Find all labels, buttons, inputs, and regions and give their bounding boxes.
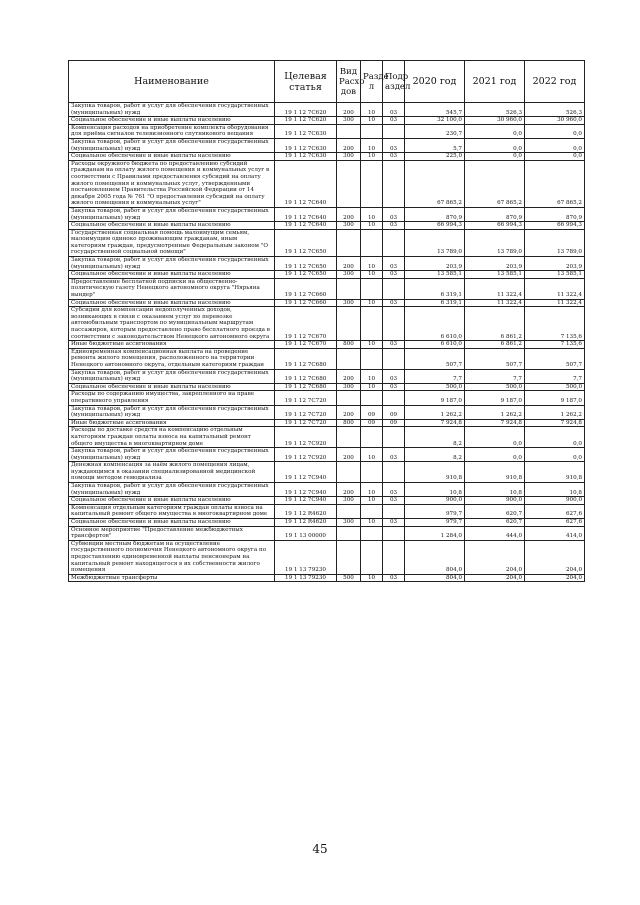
cell-subsection: 03 — [383, 117, 405, 125]
cell-name: Закупка товаров, работ и услуг для обеспечения государственных (муниципальных) нужд — [69, 257, 275, 271]
table-row — [69, 427, 585, 448]
cell-2022: 7 135,6 — [525, 307, 585, 341]
cell-subsection: 03 — [383, 497, 405, 505]
cell-expense-type: 300 — [337, 222, 361, 230]
header-subsection: Подр аздел — [383, 61, 405, 103]
cell-target: 19 1 12 7С640 — [275, 160, 337, 207]
cell-2021: 30 960,0 — [465, 117, 525, 125]
cell-name: Межбюджетные трансферты — [69, 574, 275, 582]
cell-expense-type: 300 — [337, 383, 361, 391]
cell-name: Единовременная компенсационная выплата на проведение ремонта жилого помещения, расположенного на территории Ненецкого автономного округа, отдельным категориям граждан — [69, 348, 275, 369]
cell-section: 10 — [361, 222, 383, 230]
header-target: Целевая статья — [275, 61, 337, 103]
table-row — [69, 207, 585, 221]
cell-2021: 620,7 — [465, 519, 525, 527]
cell-2020: 66 994,3 — [405, 222, 465, 230]
table-row — [69, 462, 585, 483]
cell-subsection: 03 — [383, 207, 405, 221]
cell-2021: 7 924,8 — [465, 419, 525, 427]
cell-2022: 0,0 — [525, 153, 585, 161]
cell-2020: 870,9 — [405, 207, 465, 221]
cell-2020: 910,8 — [405, 462, 465, 483]
cell-section — [361, 160, 383, 207]
cell-2020: 1 284,0 — [405, 526, 465, 540]
cell-2020: 507,7 — [405, 348, 465, 369]
cell-expense-type — [337, 160, 361, 207]
cell-subsection — [383, 124, 405, 138]
cell-subsection: 03 — [383, 483, 405, 497]
cell-2022: 10,8 — [525, 483, 585, 497]
cell-2022: 870,9 — [525, 207, 585, 221]
cell-2020: 804,0 — [405, 574, 465, 582]
cell-name: Компенсация отдельным категориям граждан оплаты взноса на капитальный ремонт общего имущества в многоквартирном доме — [69, 504, 275, 518]
cell-target: 19 1 12 7С720 — [275, 405, 337, 419]
cell-2022: 66 994,3 — [525, 222, 585, 230]
cell-2022: 13 585,1 — [525, 271, 585, 279]
cell-2022: 507,7 — [525, 348, 585, 369]
cell-expense-type: 800 — [337, 419, 361, 427]
cell-section — [361, 278, 383, 299]
cell-subsection: 03 — [383, 574, 405, 582]
cell-name: Социальное обеспечение и иные выплаты населению — [69, 117, 275, 125]
cell-2022: 11 322,4 — [525, 299, 585, 307]
cell-section — [361, 124, 383, 138]
cell-target: 19 1 12 7С680 — [275, 369, 337, 383]
cell-2021: 6 861,2 — [465, 341, 525, 349]
cell-2021: 507,7 — [465, 348, 525, 369]
cell-2020: 545,7 — [405, 103, 465, 117]
table-row — [69, 383, 585, 391]
cell-expense-type: 500 — [337, 574, 361, 582]
cell-section: 10 — [361, 207, 383, 221]
cell-target: 19 1 12 7С680 — [275, 348, 337, 369]
table-row — [69, 299, 585, 307]
cell-expense-type: 200 — [337, 483, 361, 497]
cell-2020: 979,7 — [405, 519, 465, 527]
cell-2020: 6 610,0 — [405, 307, 465, 341]
cell-name: Закупка товаров, работ и услуг для обеспечения государственных (муниципальных) нужд — [69, 405, 275, 419]
cell-subsection: 03 — [383, 341, 405, 349]
cell-section: 10 — [361, 257, 383, 271]
cell-expense-type — [337, 504, 361, 518]
cell-section: 10 — [361, 519, 383, 527]
cell-2022: 11 322,4 — [525, 278, 585, 299]
cell-2021: 1 262,2 — [465, 405, 525, 419]
cell-name: Денежная компенсация за наём жилого помещения лицам, нуждающимся в оказании специализированной медицинской помощи методом гемодиализа — [69, 462, 275, 483]
cell-expense-type — [337, 427, 361, 448]
table-row — [69, 278, 585, 299]
cell-section — [361, 229, 383, 256]
table-row — [69, 117, 585, 125]
cell-2020: 8,2 — [405, 448, 465, 462]
table-row — [69, 341, 585, 349]
cell-section: 10 — [361, 153, 383, 161]
cell-2022: 7 924,8 — [525, 419, 585, 427]
cell-subsection: 09 — [383, 405, 405, 419]
cell-target: 19 1 12 7С670 — [275, 307, 337, 341]
cell-section: 10 — [361, 341, 383, 349]
cell-2020: 6 610,0 — [405, 341, 465, 349]
cell-target: 19 1 12 7С650 — [275, 271, 337, 279]
cell-name: Иные бюджетные ассигнования — [69, 341, 275, 349]
cell-2022: 0,0 — [525, 427, 585, 448]
table-row — [69, 448, 585, 462]
cell-section — [361, 427, 383, 448]
cell-2020: 225,0 — [405, 153, 465, 161]
cell-expense-type: 200 — [337, 257, 361, 271]
cell-section: 10 — [361, 483, 383, 497]
cell-target: 19 1 12 7С920 — [275, 427, 337, 448]
cell-subsection: 03 — [383, 257, 405, 271]
cell-target: 19 1 12 7С620 — [275, 117, 337, 125]
table-row — [69, 138, 585, 152]
cell-2021: 6 861,2 — [465, 307, 525, 341]
cell-expense-type: 200 — [337, 138, 361, 152]
cell-2022: 900,0 — [525, 497, 585, 505]
cell-name: Социальное обеспечение и иные выплаты населению — [69, 497, 275, 505]
cell-2021: 620,7 — [465, 504, 525, 518]
cell-name: Государственная социальная помощь малоимущим семьям, малоимущим одиноко проживающим гражданам, иным категориям граждан, предусмотренные Федеральным законом "О государственной социальной помощи" — [69, 229, 275, 256]
cell-name: Закупка товаров, работ и услуг для обеспечения государственных (муниципальных) нужд — [69, 448, 275, 462]
cell-2022: 204,0 — [525, 540, 585, 574]
cell-2022: 0,0 — [525, 448, 585, 462]
cell-expense-type: 200 — [337, 103, 361, 117]
cell-target: 19 1 12 7С650 — [275, 257, 337, 271]
cell-target: 19 1 12 7С920 — [275, 448, 337, 462]
cell-name: Социальное обеспечение и иные выплаты населению — [69, 299, 275, 307]
cell-subsection: 03 — [383, 383, 405, 391]
cell-section — [361, 348, 383, 369]
cell-2020: 13 789,0 — [405, 229, 465, 256]
cell-2022: 627,6 — [525, 504, 585, 518]
cell-section — [361, 462, 383, 483]
cell-2020: 230,7 — [405, 124, 465, 138]
header-year-2020: 2020 год — [405, 61, 465, 103]
cell-2020: 979,7 — [405, 504, 465, 518]
cell-target: 19 1 13 79230 — [275, 540, 337, 574]
cell-2022: 500,0 — [525, 383, 585, 391]
cell-2021: 9 187,0 — [465, 391, 525, 405]
cell-expense-type — [337, 526, 361, 540]
cell-2021: 444,0 — [465, 526, 525, 540]
cell-2020: 8,2 — [405, 427, 465, 448]
cell-target: 19 1 12 7С680 — [275, 383, 337, 391]
cell-2022: 910,8 — [525, 462, 585, 483]
header-expense-type: Вид Расхо дов — [337, 61, 361, 103]
cell-2022: 67 865,2 — [525, 160, 585, 207]
cell-expense-type: 800 — [337, 341, 361, 349]
cell-subsection: 03 — [383, 103, 405, 117]
cell-section: 09 — [361, 405, 383, 419]
cell-expense-type: 200 — [337, 448, 361, 462]
cell-target: 19 1 13 00000 — [275, 526, 337, 540]
cell-subsection: 03 — [383, 153, 405, 161]
cell-2020: 13 585,1 — [405, 271, 465, 279]
cell-name: Субсидии для компенсации недополученных доходов, возникающих в связи с оказанием услуг по перевозке автомобильным транспортом по муниципальным маршрутам пассажиров, которым предоставлено право бесплатного проезда в соответствии с законодательством Ненецкого автономного округа — [69, 307, 275, 341]
cell-expense-type: 200 — [337, 405, 361, 419]
cell-2021: 870,9 — [465, 207, 525, 221]
cell-name: Социальное обеспечение и иные выплаты населению — [69, 271, 275, 279]
cell-target: 19 1 12 7С940 — [275, 497, 337, 505]
cell-subsection: 03 — [383, 271, 405, 279]
cell-section: 10 — [361, 574, 383, 582]
cell-2021: 0,0 — [465, 138, 525, 152]
cell-subsection — [383, 307, 405, 341]
cell-name: Закупка товаров, работ и услуг для обеспечения государственных (муниципальных) нужд — [69, 207, 275, 221]
cell-2022: 1 262,2 — [525, 405, 585, 419]
cell-2021: 67 865,2 — [465, 160, 525, 207]
cell-expense-type: 300 — [337, 299, 361, 307]
table-row — [69, 307, 585, 341]
cell-section — [361, 526, 383, 540]
cell-2020: 804,0 — [405, 540, 465, 574]
cell-2020: 67 865,2 — [405, 160, 465, 207]
cell-subsection — [383, 278, 405, 299]
table-row — [69, 348, 585, 369]
cell-2021: 204,0 — [465, 574, 525, 582]
cell-section: 10 — [361, 383, 383, 391]
cell-2020: 32 100,0 — [405, 117, 465, 125]
cell-subsection — [383, 229, 405, 256]
cell-name: Закупка товаров, работ и услуг для обеспечения государственных (муниципальных) нужд — [69, 138, 275, 152]
cell-expense-type — [337, 307, 361, 341]
cell-name: Компенсация расходов на приобретение комплекта оборудования для приёма сигналов телевизионного спутникового вещания — [69, 124, 275, 138]
cell-subsection: 03 — [383, 519, 405, 527]
cell-target: 19 1 12 7С630 — [275, 124, 337, 138]
table-row — [69, 257, 585, 271]
cell-2021: 0,0 — [465, 124, 525, 138]
cell-2020: 7 924,8 — [405, 419, 465, 427]
cell-name: Социальное обеспечение и иные выплаты населению — [69, 222, 275, 230]
cell-2020: 10,8 — [405, 483, 465, 497]
cell-target: 19 1 12 7С940 — [275, 483, 337, 497]
table-row — [69, 369, 585, 383]
cell-subsection — [383, 391, 405, 405]
cell-expense-type — [337, 348, 361, 369]
cell-target: 19 1 12 7С720 — [275, 419, 337, 427]
table-row — [69, 153, 585, 161]
cell-2022: 0,0 — [525, 138, 585, 152]
cell-subsection — [383, 427, 405, 448]
cell-subsection — [383, 462, 405, 483]
table-row — [69, 574, 585, 582]
cell-section: 10 — [361, 299, 383, 307]
cell-2022: 30 960,0 — [525, 117, 585, 125]
cell-expense-type — [337, 278, 361, 299]
page-number: 45 — [312, 842, 328, 856]
table-row — [69, 405, 585, 419]
cell-expense-type: 200 — [337, 369, 361, 383]
cell-2021: 910,8 — [465, 462, 525, 483]
cell-section — [361, 540, 383, 574]
cell-name: Закупка товаров, работ и услуг для обеспечения государственных (муниципальных) нужд — [69, 369, 275, 383]
cell-subsection: 09 — [383, 419, 405, 427]
cell-2021: 13 789,0 — [465, 229, 525, 256]
cell-2021: 0,0 — [465, 427, 525, 448]
cell-section: 10 — [361, 117, 383, 125]
table-row — [69, 540, 585, 574]
cell-2020: 6 319,1 — [405, 278, 465, 299]
cell-2020: 203,9 — [405, 257, 465, 271]
cell-expense-type: 300 — [337, 519, 361, 527]
cell-expense-type — [337, 540, 361, 574]
cell-2021: 7,7 — [465, 369, 525, 383]
cell-expense-type: 300 — [337, 153, 361, 161]
cell-name: Иные бюджетные ассигнования — [69, 419, 275, 427]
cell-subsection: 03 — [383, 138, 405, 152]
cell-subsection: 03 — [383, 448, 405, 462]
cell-2021: 526,3 — [465, 103, 525, 117]
table-row — [69, 497, 585, 505]
cell-2021: 66 994,3 — [465, 222, 525, 230]
table-row — [69, 229, 585, 256]
cell-section — [361, 391, 383, 405]
cell-2020: 1 262,2 — [405, 405, 465, 419]
table-row — [69, 271, 585, 279]
cell-2020: 5,7 — [405, 138, 465, 152]
table-row — [69, 504, 585, 518]
cell-section: 10 — [361, 448, 383, 462]
cell-2021: 0,0 — [465, 448, 525, 462]
cell-2022: 526,3 — [525, 103, 585, 117]
cell-2021: 500,0 — [465, 383, 525, 391]
cell-target: 19 1 12 7С660 — [275, 299, 337, 307]
cell-name: Субвенции местным бюджетам на осуществление государственного полномочия Ненецкого автономного округа по предоставлению единовременной выплаты пенсионерам на капитальный ремонт находящегося в их собственности жилого помещения — [69, 540, 275, 574]
cell-section: 10 — [361, 103, 383, 117]
cell-subsection — [383, 348, 405, 369]
table-row — [69, 483, 585, 497]
cell-2020: 6 319,1 — [405, 299, 465, 307]
cell-name: Основное мероприятие "Предоставление межбюджетных трансфертов" — [69, 526, 275, 540]
cell-subsection: 03 — [383, 369, 405, 383]
cell-subsection — [383, 504, 405, 518]
cell-2021: 204,0 — [465, 540, 525, 574]
cell-2021: 900,0 — [465, 497, 525, 505]
table-body — [69, 103, 585, 582]
cell-section: 10 — [361, 138, 383, 152]
cell-target: 19 1 12 7С660 — [275, 278, 337, 299]
cell-target: 19 1 12 7С640 — [275, 222, 337, 230]
cell-section: 10 — [361, 497, 383, 505]
cell-target: 19 1 13 79230 — [275, 574, 337, 582]
table-row — [69, 419, 585, 427]
cell-name: Предоставление бесплатной подписки на общественно-политическую газету Ненецкого автономного округа "Нярьяна вындер" — [69, 278, 275, 299]
cell-target: 19 1 12 7С640 — [275, 207, 337, 221]
cell-2021: 11 322,4 — [465, 299, 525, 307]
cell-target: 19 1 12 7С670 — [275, 341, 337, 349]
cell-target: 19 1 12 7С940 — [275, 462, 337, 483]
cell-subsection — [383, 540, 405, 574]
budget-table — [68, 60, 585, 582]
cell-name: Социальное обеспечение и иные выплаты населению — [69, 153, 275, 161]
cell-2022: 414,0 — [525, 526, 585, 540]
cell-2021: 0,0 — [465, 153, 525, 161]
cell-target: 19 1 12 7С720 — [275, 391, 337, 405]
cell-expense-type: 300 — [337, 497, 361, 505]
cell-2021: 13 585,1 — [465, 271, 525, 279]
cell-section — [361, 307, 383, 341]
cell-target: 19 1 12 7С620 — [275, 103, 337, 117]
table-header-row — [69, 61, 585, 103]
cell-section: 10 — [361, 369, 383, 383]
cell-2021: 203,9 — [465, 257, 525, 271]
cell-2021: 11 322,4 — [465, 278, 525, 299]
header-year-2022: 2022 год — [525, 61, 585, 103]
cell-name: Расходы по содержанию имущества, закрепленного на праве оперативного управления — [69, 391, 275, 405]
cell-2022: 7 135,6 — [525, 341, 585, 349]
cell-expense-type — [337, 391, 361, 405]
table-row — [69, 222, 585, 230]
cell-2020: 900,0 — [405, 497, 465, 505]
cell-expense-type — [337, 124, 361, 138]
cell-2022: 627,6 — [525, 519, 585, 527]
cell-section — [361, 504, 383, 518]
cell-target: 19 1 12 7С630 — [275, 153, 337, 161]
table-row — [69, 160, 585, 207]
cell-subsection — [383, 160, 405, 207]
header-year-2021: 2021 год — [465, 61, 525, 103]
cell-expense-type: 300 — [337, 271, 361, 279]
header-section: Разде л — [361, 61, 383, 103]
cell-subsection: 03 — [383, 299, 405, 307]
cell-expense-type — [337, 462, 361, 483]
cell-2020: 9 187,0 — [405, 391, 465, 405]
cell-2022: 7,7 — [525, 369, 585, 383]
cell-expense-type — [337, 229, 361, 256]
cell-section: 10 — [361, 271, 383, 279]
cell-subsection: 03 — [383, 222, 405, 230]
cell-name: Закупка товаров, работ и услуг для обеспечения государственных (муниципальных) нужд — [69, 103, 275, 117]
table-row — [69, 124, 585, 138]
cell-2020: 7,7 — [405, 369, 465, 383]
cell-target: 19 1 12 7С650 — [275, 229, 337, 256]
cell-2022: 9 187,0 — [525, 391, 585, 405]
cell-expense-type: 300 — [337, 117, 361, 125]
cell-expense-type: 200 — [337, 207, 361, 221]
cell-2022: 203,9 — [525, 257, 585, 271]
cell-name: Расходы окружного бюджета по предоставлению субсидий гражданам на оплату жилого помещения и коммунальных услуг в соответствии с Правилами предоставления субсидий на оплату жилого помещения и коммунальных услуг, утвержденными постановлением Правительства Российской Федерации от 14 декабря 2005 года № 761 "О предоставлении субсидий на оплату жилого помещения и коммунальных услуг" — [69, 160, 275, 207]
cell-target: 19 1 12 R4620 — [275, 519, 337, 527]
cell-section: 09 — [361, 419, 383, 427]
table-row — [69, 103, 585, 117]
table-row — [69, 391, 585, 405]
cell-name: Закупка товаров, работ и услуг для обеспечения государственных (муниципальных) нужд — [69, 483, 275, 497]
cell-2022: 0,0 — [525, 124, 585, 138]
cell-name: Социальное обеспечение и иные выплаты населению — [69, 383, 275, 391]
cell-target: 19 1 12 R4620 — [275, 504, 337, 518]
table-row — [69, 519, 585, 527]
cell-name: Расходы по доставке средств на компенсацию отдельным категориям граждан оплаты взноса на капитальный ремонт общего имущества в многоквартирном доме — [69, 427, 275, 448]
cell-subsection — [383, 526, 405, 540]
cell-2020: 500,0 — [405, 383, 465, 391]
header-name: Наименование — [69, 61, 275, 103]
table-row — [69, 526, 585, 540]
cell-2022: 204,0 — [525, 574, 585, 582]
cell-name: Социальное обеспечение и иные выплаты населению — [69, 519, 275, 527]
cell-2021: 10,8 — [465, 483, 525, 497]
cell-2022: 13 789,0 — [525, 229, 585, 256]
cell-target: 19 1 12 7С630 — [275, 138, 337, 152]
